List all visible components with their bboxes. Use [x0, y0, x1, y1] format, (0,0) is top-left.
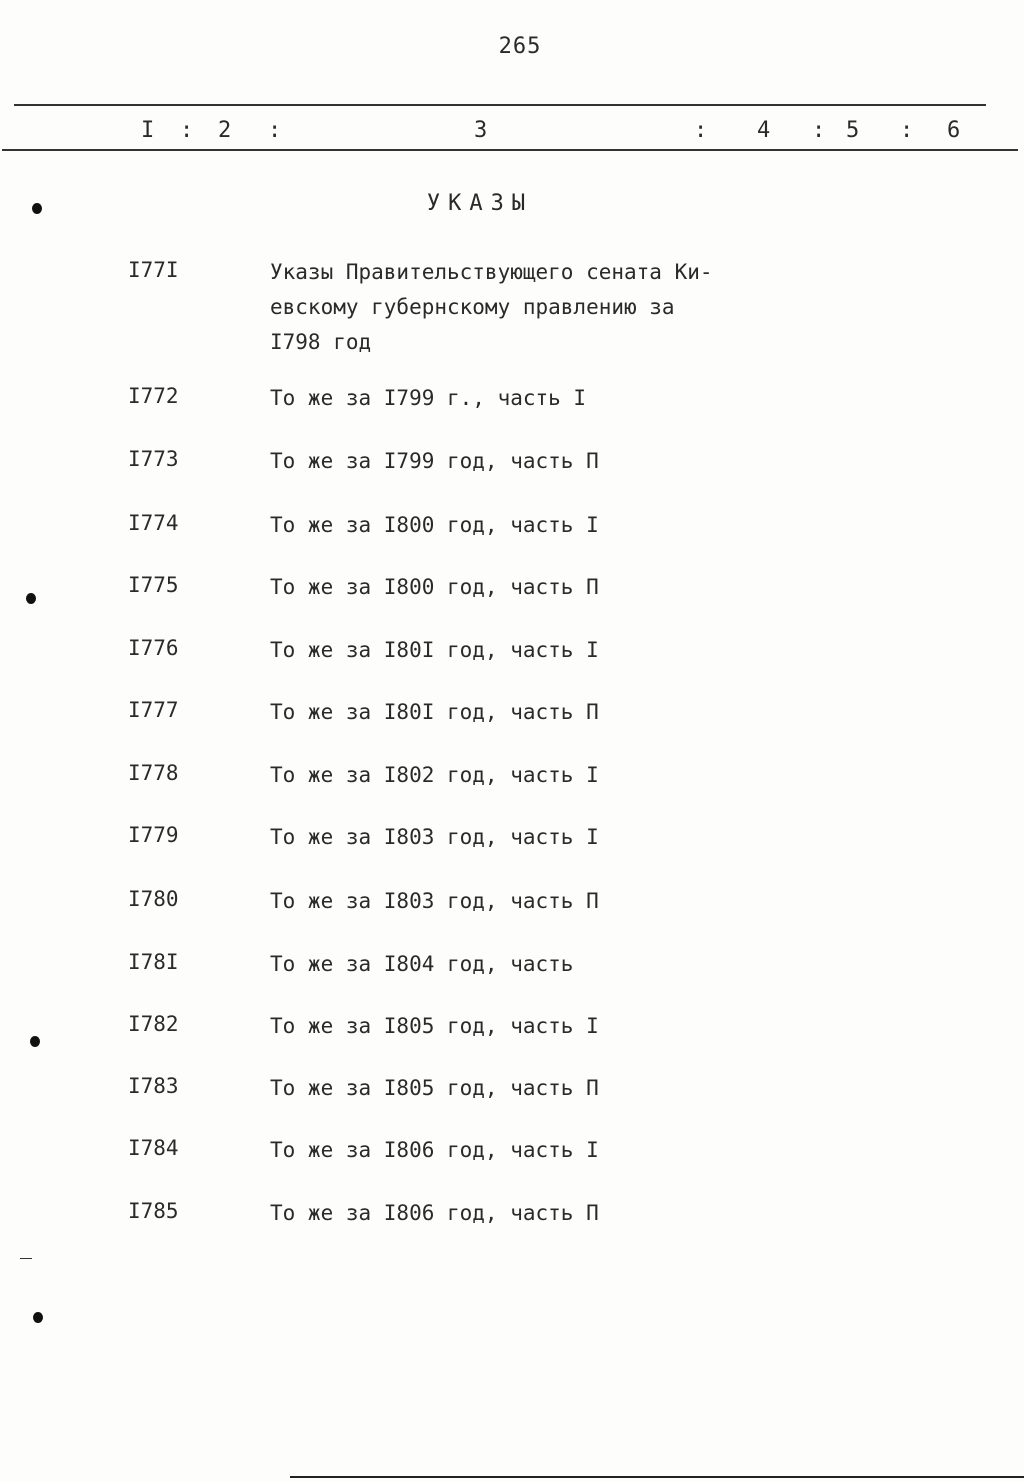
item-description: То же за I802 год, часть I — [270, 763, 599, 787]
item-description: Указы Правительствующего сената Ки- евскому губернскому правлению за I798 год — [270, 260, 713, 354]
column-separator: : — [812, 118, 826, 143]
column-header-6: 6 — [947, 118, 961, 143]
item-number: I780 — [128, 887, 179, 911]
item-description: То же за I80I год, часть П — [270, 700, 599, 724]
column-separator: : — [268, 118, 282, 143]
header-top-rule — [14, 104, 986, 106]
margin-dash-mark — [20, 1258, 32, 1259]
item-description: То же за I80I год, часть I — [270, 638, 599, 662]
punch-hole-mark — [33, 1312, 43, 1323]
item-description: То же за I805 год, часть I — [270, 1014, 599, 1038]
header-bottom-rule — [2, 149, 1018, 151]
item-description: То же за I806 год, часть П — [270, 1201, 599, 1225]
item-description: То же за I800 год, часть I — [270, 513, 599, 537]
item-number: I775 — [128, 573, 179, 597]
column-separator: : — [180, 118, 194, 143]
item-description: То же за I803 год, часть I — [270, 825, 599, 849]
page-bottom-edge — [290, 1476, 1024, 1478]
item-number: I783 — [128, 1074, 179, 1098]
item-number: I779 — [128, 823, 179, 847]
column-separator: : — [900, 118, 914, 143]
item-number: I782 — [128, 1012, 179, 1036]
page-number: 265 — [498, 34, 542, 59]
punch-hole-mark — [30, 1036, 40, 1047]
section-title: УКАЗЫ — [426, 191, 534, 216]
column-header-1: I — [141, 118, 155, 143]
column-header-2: 2 — [218, 118, 232, 143]
item-number: I77I — [128, 258, 179, 282]
item-number: I776 — [128, 636, 179, 660]
item-number: I78I — [128, 950, 179, 974]
item-description: То же за I804 год, часть — [270, 952, 574, 976]
item-number: I784 — [128, 1136, 179, 1160]
item-description: То же за I806 год, часть I — [270, 1138, 599, 1162]
item-number: I777 — [128, 698, 179, 722]
item-number: I774 — [128, 511, 179, 535]
item-number: I778 — [128, 761, 179, 785]
item-number: I773 — [128, 447, 179, 471]
punch-hole-mark — [32, 203, 42, 214]
item-description: То же за I800 год, часть П — [270, 575, 599, 599]
item-description: То же за I803 год, часть П — [270, 889, 599, 913]
item-number: I785 — [128, 1199, 179, 1223]
item-description: То же за I799 год, часть П — [270, 449, 599, 473]
column-header-5: 5 — [846, 118, 860, 143]
punch-hole-mark — [26, 593, 36, 604]
column-header-4: 4 — [757, 118, 771, 143]
column-separator: : — [694, 118, 708, 143]
item-number: I772 — [128, 384, 179, 408]
column-header-3: 3 — [474, 118, 488, 143]
item-description: То же за I805 год, часть П — [270, 1076, 599, 1100]
item-description: То же за I799 г., часть I — [270, 386, 587, 410]
